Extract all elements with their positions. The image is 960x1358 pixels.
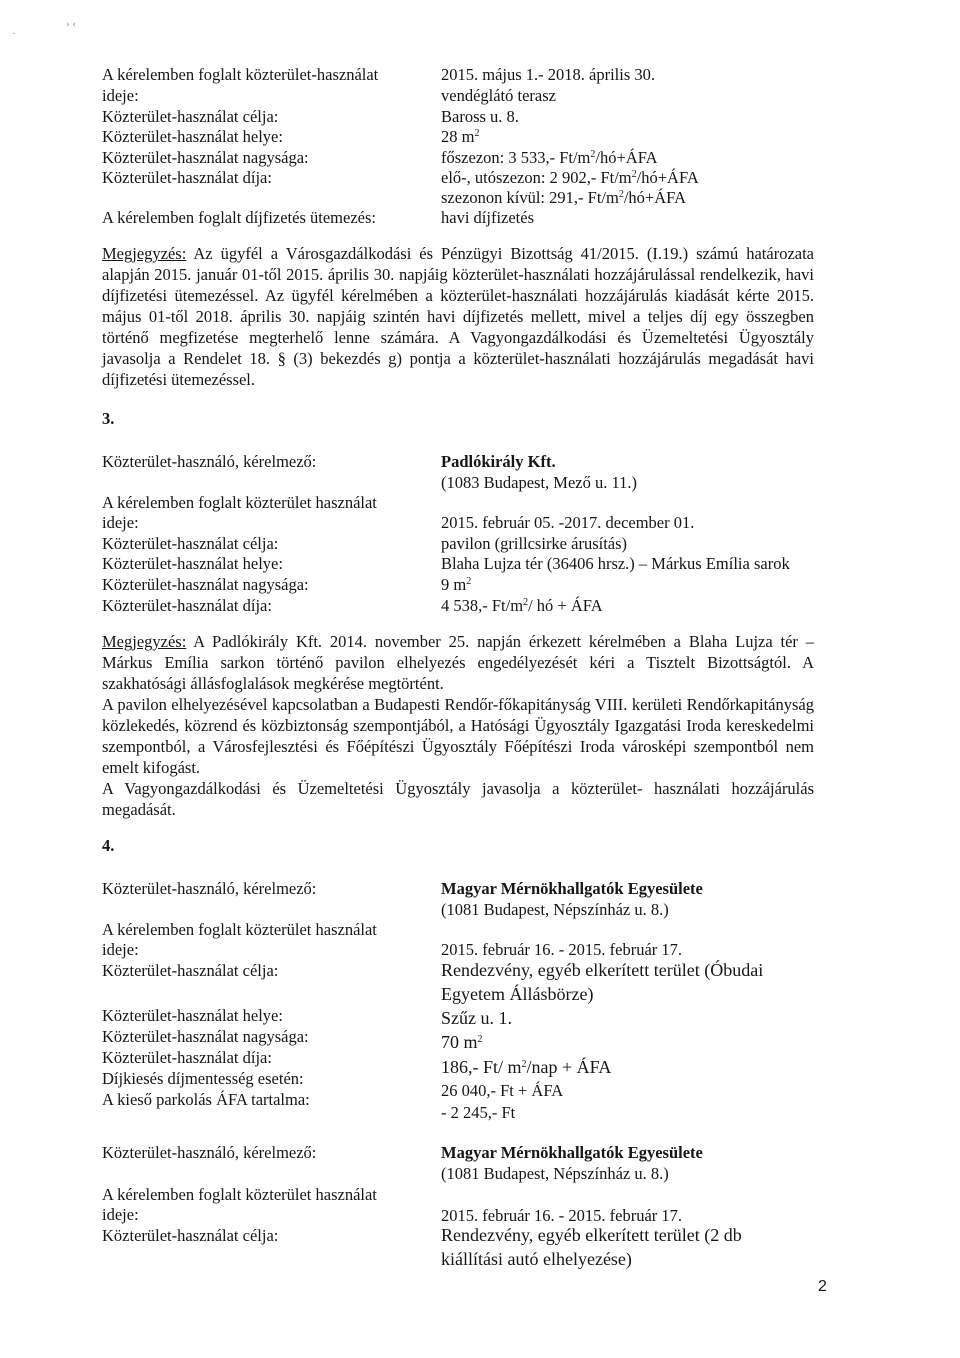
applicant-address: (1083 Budapest, Mező u. 11.) bbox=[441, 473, 637, 492]
period-label: A kérelemben foglalt közterület használat bbox=[102, 493, 377, 512]
note-3 bbox=[102, 631, 814, 820]
size-value: 28 $m^2$ bbox=[441, 127, 480, 146]
period-label-cont: ideje: bbox=[102, 940, 139, 959]
period-label-cont: ideje: bbox=[102, 86, 139, 105]
period-value: 2015. február 16. - 2015. február 17. bbox=[441, 1206, 683, 1225]
parking-vat-label: A kieső parkolás ÁFA tartalma: bbox=[102, 1090, 310, 1109]
applicant-label: Közterület-használó, kérelmező: bbox=[102, 452, 317, 471]
place-label: Közterület-használat helye: bbox=[102, 554, 283, 573]
period-label: A kérelemben foglalt közterület használat bbox=[102, 1185, 377, 1204]
scan-mark: › ‹ bbox=[66, 18, 77, 30]
purpose-value: pavilon (grillcsirke árusítás) bbox=[441, 534, 628, 553]
note-1 bbox=[102, 243, 814, 390]
purpose-label: Közterület-használat célja: bbox=[102, 961, 279, 980]
note-label: Megjegyzés: bbox=[102, 632, 187, 651]
period-value: 2015. február 16. - 2015. február 17. bbox=[441, 940, 683, 959]
purpose-label: Közterület-használat célja: bbox=[102, 1226, 279, 1245]
place-label: Közterület-használat helye: bbox=[102, 1006, 283, 1025]
purpose-value-cont: kiállítási autó elhelyezése) bbox=[441, 1249, 632, 1269]
purpose-value: Rendezvény, egyéb elkerített terület (2 db bbox=[441, 1225, 742, 1245]
applicant-label: Közterület-használó, kérelmező: bbox=[102, 1143, 317, 1162]
place-value: Szűz u. 1. bbox=[441, 1008, 512, 1028]
purpose-value: Rendezvény, egyéb elkerített terület (Óbudai bbox=[441, 960, 764, 980]
applicant-address: (1081 Budapest, Népszínház u. 8.) bbox=[441, 1164, 669, 1183]
period-value: 2015. február 05. -2017. december 01. bbox=[441, 513, 695, 532]
note-paragraph: A pavilon elhelyezésével kapcsolatban a Budapesti Rendőr-főkapitányság VIII. kerületi Rendőrkapitányság közlekedés, közrend és közbiztonság szempontjából, a Hatósági Ügyosztály Igazgatási Iroda kereskedelmi szempontból, a Városfejlesztési és Főépítészi Ügyosztály Főépítészi Iroda városképi szempontból nem emelt kifogást. bbox=[102, 695, 814, 777]
page-number: 2 bbox=[818, 1278, 827, 1295]
purpose-label: Közterület-használat célja: bbox=[102, 107, 279, 126]
period-label-cont: ideje: bbox=[102, 1205, 139, 1224]
size-label: Közterület-használat nagysága: bbox=[102, 1027, 309, 1046]
applicant-name: Padlókirály Kft. bbox=[441, 452, 556, 471]
size-label: Közterület-használat nagysága: bbox=[102, 148, 309, 167]
scan-dot: · bbox=[12, 28, 16, 40]
section-number: 3. bbox=[102, 409, 115, 428]
payment-schedule-value: havi díjfizetés bbox=[441, 208, 535, 227]
period-label-cont: ideje: bbox=[102, 513, 139, 532]
fee-label: Közterület-használat díja: bbox=[102, 596, 272, 615]
payment-schedule-label: A kérelemben foglalt díjfizetés ütemezés: bbox=[102, 208, 376, 227]
applicant-address: (1081 Budapest, Népszínház u. 8.) bbox=[441, 900, 669, 919]
period-label: A kérelemben foglalt közterület használat bbox=[102, 920, 377, 939]
fee-value: 186,- Ft/ $m^2$/nap + ÁFA bbox=[441, 1057, 612, 1077]
section-number: 4. bbox=[102, 836, 115, 855]
note-paragraph: A Vagyongazdálkodási és Üzemeltetési Ügyosztály javasolja a közterület- használati hozzájárulás megadását. bbox=[102, 779, 814, 819]
fee-high-season: főszezon: 3 533,- $Ft/m^2/hó+ÁFA$ bbox=[441, 148, 658, 167]
exemption-value: 26 040,- Ft + ÁFA bbox=[441, 1081, 564, 1100]
applicant-label: Közterület-használó, kérelmező: bbox=[102, 879, 317, 898]
period-label: A kérelemben foglalt közterület-használat bbox=[102, 65, 379, 84]
parking-vat-value: - 2 245,- Ft bbox=[441, 1103, 516, 1122]
period-value: 2015. május 1.- 2018. április 30. bbox=[441, 65, 656, 84]
fee-label: Közterület-használat díja: bbox=[102, 168, 272, 187]
applicant-name: Magyar Mérnökhallgatók Egyesülete bbox=[441, 1143, 703, 1162]
exemption-label: Díjkiesés díjmentesség esetén: bbox=[102, 1069, 304, 1088]
note-text: A Padlókirály Kft. 2014. november 25. napján érkezett kérelmében a Blaha Lujza tér – Márkus Emília sarkon történő pavilon elhelyezés engedélyezését kéri a Tisztelt Bizottságtól. A szakhatósági állásfoglalások megkérése megtörtént. bbox=[102, 632, 814, 693]
note-text: Az ügyfél a Városgazdálkodási és Pénzügyi Bizottság 41/2015. (I.19.) számú határozata alapján 2015. január 01-től 2015. április 30. napjáig közterület-használati hozzájárulással rendelkezik, havi díjfizetési ütemezéssel. Az ügyfél kérelmében a közterület-használati hozzájárulás kiadását kérte 2015. május 01-től 2018. április 30. napjáig szintén havi díjfizetés mellett, mivel a teljes díj egy összegben történő megfizetése megterhelő lenne számára. A Vagyongazdálkodási és Üzemeltetési Ügyosztály javasolja a Rendelet 18. § (3) bekezdés g) pontja a közterület-használati hozzájárulás megadását havi díjfizetési ütemezéssel. bbox=[102, 244, 814, 389]
place-label: Közterület-használat helye: bbox=[102, 127, 283, 146]
purpose-label: Közterület-használat célja: bbox=[102, 534, 279, 553]
purpose-value: vendéglátó terasz bbox=[441, 86, 556, 105]
note-label: Megjegyzés: bbox=[102, 244, 187, 263]
place-value: Baross u. 8. bbox=[441, 107, 519, 126]
fee-off-season: szezonon kívül: 291,- $Ft/m^2/hó+ÁFA$ bbox=[441, 188, 687, 207]
size-value: 9 $m^2$ bbox=[441, 575, 472, 594]
fee-label: Közterület-használat díja: bbox=[102, 1048, 272, 1067]
applicant-name: Magyar Mérnökhallgatók Egyesülete bbox=[441, 879, 703, 898]
purpose-value-cont: Egyetem Állásbörze) bbox=[441, 984, 594, 1004]
place-value: Blaha Lujza tér (36406 hrsz.) – Márkus Emília sarok bbox=[441, 554, 790, 573]
fee-value: 4 538,- $Ft/m^2/$ hó + ÁFA bbox=[441, 596, 603, 615]
size-value: 70 $m^2$ bbox=[441, 1032, 483, 1052]
size-label: Közterület-használat nagysága: bbox=[102, 575, 309, 594]
fee-shoulder-season: elő-, utószezon: 2 902,- $Ft/m^2/hó+ÁFA$ bbox=[441, 168, 699, 187]
